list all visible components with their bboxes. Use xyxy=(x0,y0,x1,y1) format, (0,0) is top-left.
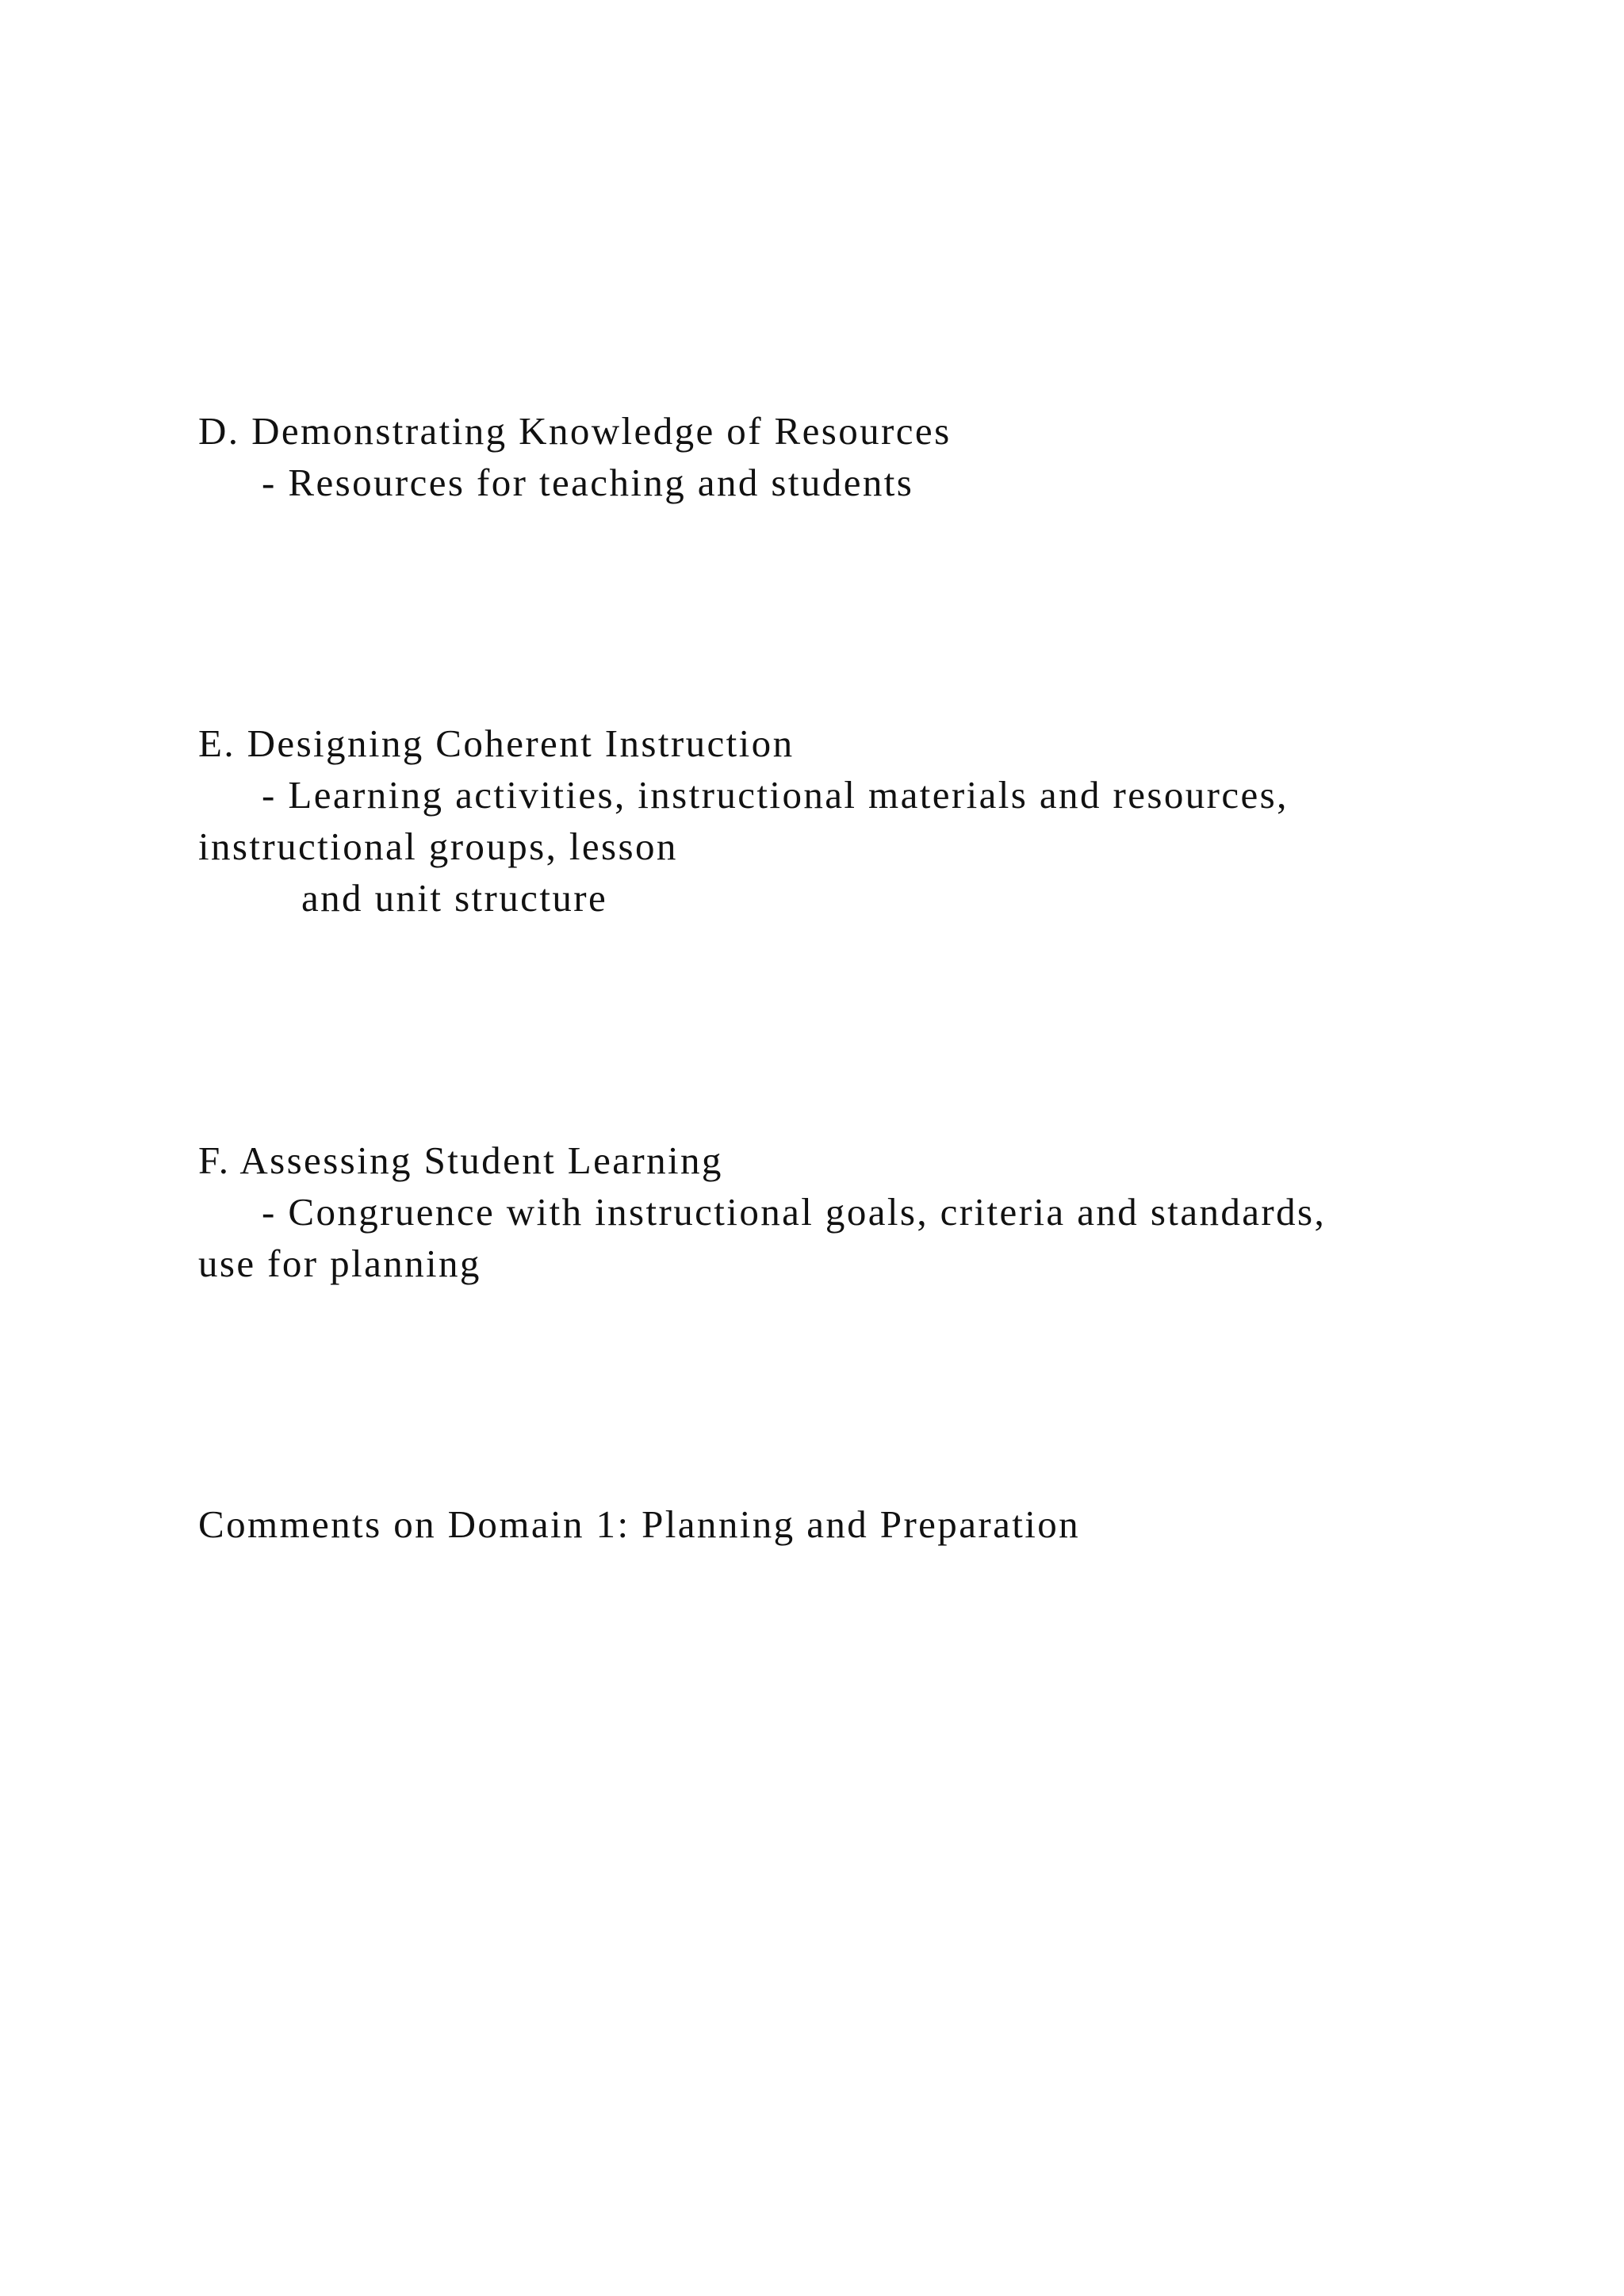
section-e-line-1: - Learning activities, instructional materials and resources, xyxy=(262,773,1289,817)
comments-heading: Comments on Domain 1: Planning and Preparation xyxy=(198,1502,1081,1546)
section-f-line-1: - Congruence with instructional goals, criteria and standards, xyxy=(262,1190,1327,1234)
section-f-heading: F. Assessing Student Learning xyxy=(198,1138,723,1182)
section-d-heading: D. Demonstrating Knowledge of Resources xyxy=(198,409,952,453)
section-e-heading: E. Designing Coherent Instruction xyxy=(198,721,795,765)
section-e-line-2: instructional groups, lesson xyxy=(198,825,678,868)
section-e-line-3: and unit structure xyxy=(301,876,608,920)
section-d-line-1: - Resources for teaching and students xyxy=(262,461,914,504)
section-f-line-2: use for planning xyxy=(198,1242,481,1285)
